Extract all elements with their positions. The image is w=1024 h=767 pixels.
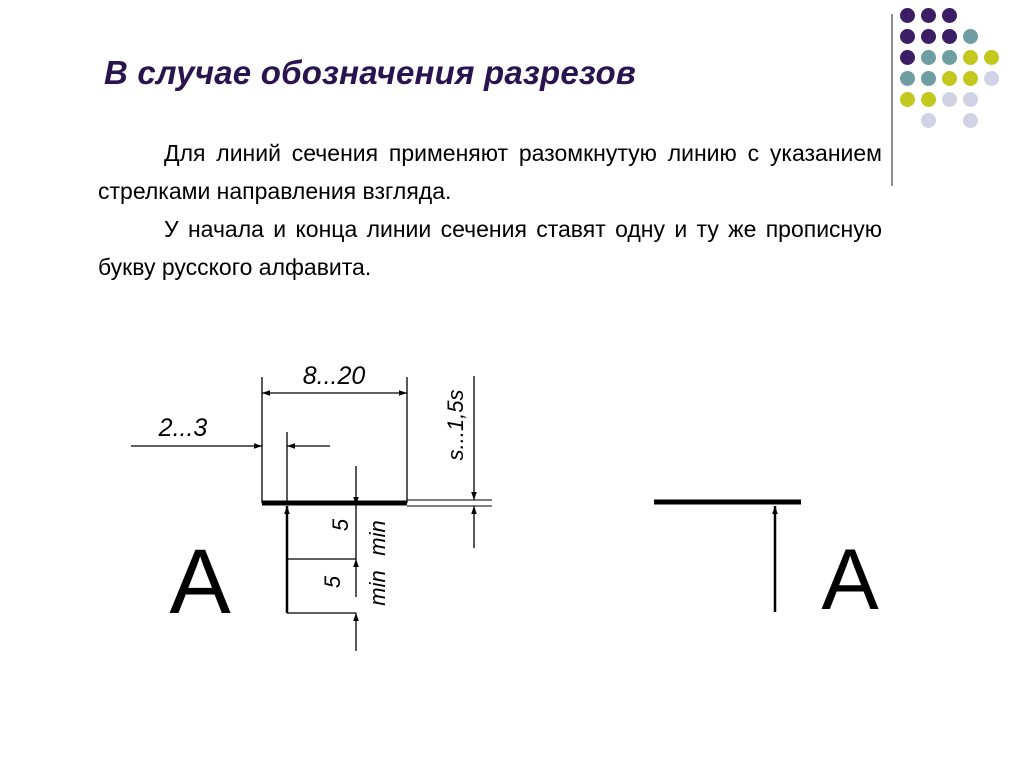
dim-arrow-2-label: 5 bbox=[320, 575, 345, 589]
slide-title: В случае обозначения разрезов bbox=[104, 54, 636, 91]
dim-arrow-1-min-label: min bbox=[365, 520, 390, 556]
dim-arrow-2-min-label: min bbox=[365, 570, 390, 606]
dim-arrow-1-label: 5 bbox=[328, 518, 353, 532]
section-letter-right: А bbox=[821, 532, 879, 628]
dim-length-label: 8...20 bbox=[302, 362, 366, 390]
dim-thickness-label: s...1,5s bbox=[443, 389, 468, 461]
paragraph-2: У начала и конца линии сечения ставят одну и ту же прописную букву русского алфавита. bbox=[98, 216, 882, 280]
paragraph-1: Для линий сечения применяют разомкнутую линию с указанием стрелками направления взгляда. bbox=[98, 140, 882, 204]
dim-offset-label: 2...3 bbox=[158, 414, 208, 442]
section-letter-left: А bbox=[169, 531, 231, 633]
